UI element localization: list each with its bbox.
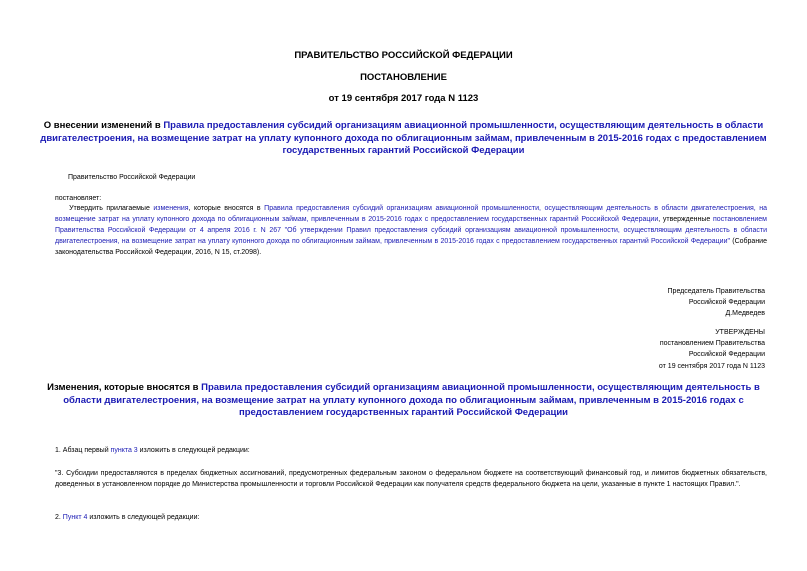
document-type-heading: ПОСТАНОВЛЕНИЕ — [360, 72, 447, 83]
document-date-number: от 19 сентября 2017 года N 1123 — [328, 93, 479, 104]
para1-text-b: , которые вносятся в — [188, 205, 265, 212]
item2-text-b: изложить в следующей редакции: — [87, 514, 200, 521]
point-3-new-wording: "3. Субсидии предоставляются в пределах бюджетных ассигнований, предусмотренных федеральным законом о федеральном бюджете на соответствующий финансовый год, и лимитов бюджетных обязательств, доведенных в установленном порядке до Министерства промышленности и торговли Российской Федерации как получателя средств федерального бюджета на цели, указанные в пункте 1 настоящих Правил.". — [55, 470, 767, 488]
government-heading: ПРАВИТЕЛЬСТВО РОССИЙСКОЙ ФЕДЕРАЦИИ — [294, 50, 513, 61]
approved-org: Российской Федерации — [688, 351, 765, 359]
approved-by: постановлением Правительства — [659, 340, 765, 348]
item2-text-a: 2. — [55, 514, 63, 521]
title-prefix: О внесении изменений в — [43, 120, 164, 131]
decides-line: постановляет: — [55, 195, 102, 202]
approved-date: от 19 сентября 2017 года N 1123 — [658, 362, 765, 370]
approval-block — [659, 327, 765, 372]
point-4-link[interactable]: Пункт 4 — [62, 514, 88, 521]
signature-position: Председатель Правительства — [667, 288, 765, 295]
government-line: Правительство Российской Федерации — [68, 174, 196, 181]
document-title — [40, 120, 767, 158]
approved-label: УТВЕРЖДЕНЫ — [715, 329, 765, 336]
para1-text-c: , утвержденные — [658, 216, 714, 223]
signature-org: Российской Федерации — [688, 299, 765, 307]
changes-title-prefix: Изменения, которые вносятся в — [47, 382, 202, 393]
changes-title-rules-link[interactable]: Правила предоставления субсидий организациям авиационной промышленности, осуществляющим деятельность в области двигателестроения, на возмещение затрат на уплату купонного дохода по облигационным займам, привлеченным в 2015-2016 годах с предоставлением государственных гарантий Российской Федерации — [63, 382, 760, 418]
item1-text-a: 1. Абзац первый — [55, 447, 111, 454]
resolution-267-link[interactable]: постановлением Правительства Российской Федерации от 4 апреля 2016 г. N 267 "Об утверждении Правил предоставления субсидий организациям авиационной промышленности, осуществляющим деятельность в области двигателестроения, на возмещение затрат на уплату купонного дохода по облигационным займам, привлеченным в 2015-2016 годах с предоставлением государственных гарантий Российской Федерации" — [55, 216, 767, 245]
signature-name: Д.Медведев — [725, 310, 765, 318]
para1-text-a: Утвердить прилагаемые — [69, 205, 154, 212]
title-rules-link[interactable]: Правила предоставления субсидий организациям авиационной промышленности, осуществляющим деятельность в области двигателестроения, на возмещение затрат на уплату купонного дохода по облигационным займам, привлеченным в 2015-2016 годах с предоставлением государственных гарантий Российской Федерации — [40, 120, 767, 156]
resolution-paragraph — [55, 203, 767, 258]
changes-title — [40, 382, 767, 420]
rules-link[interactable]: Правила предоставления субсидий организациям авиационной промышленности, осуществляющим деятельность в области двигателестроения, на возмещение затрат на уплату купонного дохода по облигационным займам, привлеченным в 2015-2016 годах с предоставлением государственных гарантий Российской Федерации — [55, 205, 767, 223]
change-item-1 — [55, 445, 250, 456]
signature-block — [668, 286, 765, 320]
item1-text-b: изложить в следующей редакции: — [137, 447, 250, 454]
change-item-2 — [55, 512, 199, 523]
changes-link[interactable]: изменения — [153, 205, 189, 212]
point-3-link[interactable]: пункта 3 — [110, 447, 138, 454]
para1-text-d: (Собрание законодательства Российской Федерации, 2016, N 15, ст.2098). — [55, 238, 767, 256]
